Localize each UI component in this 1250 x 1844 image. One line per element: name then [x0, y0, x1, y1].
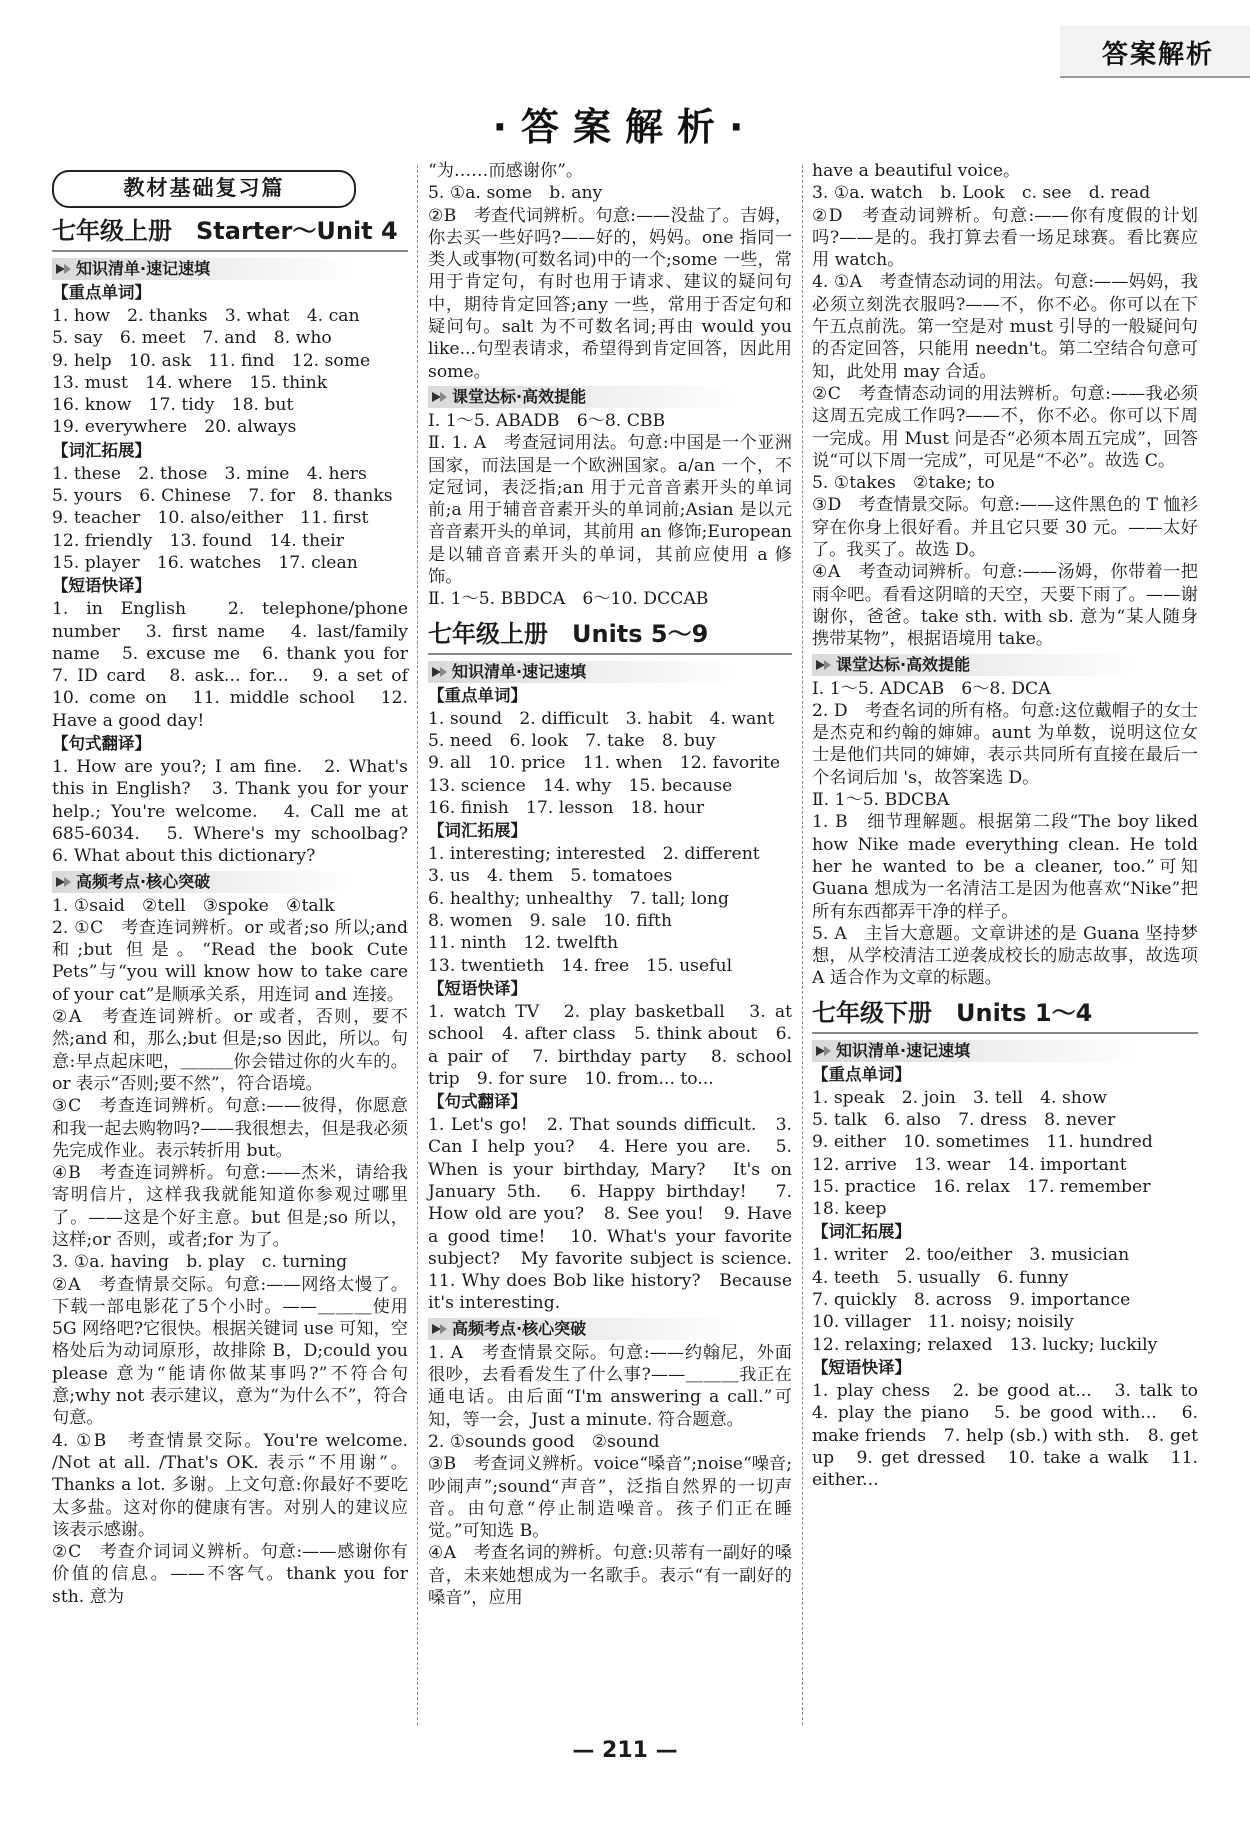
answer-line: 16. know 17. tidy 18. but — [52, 395, 294, 416]
answer-line: 13. science 14. why 15. because — [428, 775, 733, 796]
answer-line: 1. writer 2. too/either 3. musician — [812, 1245, 1130, 1266]
category-label: 【句式翻译】 — [52, 734, 151, 754]
answer-line: 5. ①a. some b. any — [428, 183, 603, 204]
answer-line: 1. How are you?; I am fine. 2. What's this in English? 3. Thank you for your help.; You're welcome. 4. Call me at 685-6034. 5. Where's my schoolbag? 6. What about this dictionary? — [52, 757, 426, 867]
answer-line: 9. help 10. ask 11. find 12. some — [52, 350, 371, 371]
category-label: 【短语快译】 — [52, 576, 151, 596]
category-label: 【短语快译】 — [428, 978, 527, 998]
header-tab — [1060, 26, 1250, 78]
answer-line: ②C 考查介词词义辨析。句意:——感谢你有价值的信息。——不客气。thank you for sth. 意为 — [52, 1542, 408, 1607]
unit-heading: 七年级下册 Units 1～4 — [812, 998, 1198, 1034]
category-label: 【词汇拓展】 — [428, 821, 527, 841]
category-label: 【短语快译】 — [812, 1357, 911, 1377]
answer-line: 3. us 4. them 5. tomatoes — [428, 866, 673, 887]
answer-line: 2. D 考查名词的所有格。句意:这位戴帽子的女士是杰克和约翰的婶婶。aunt 为单数，说明这位女士是他们共同的婶婶，表示共同所有直接在最后一个名词后加 's，故答案选 D。 — [812, 700, 1198, 788]
answer-line: 4. teeth 5. usually 6. funny — [812, 1267, 1069, 1288]
answer-line: 4. ①B 考查情景交际。You're welcome. /Not at all. /That's OK. 表示“不用谢”。Thanks a lot. 多谢。上文句意:你最好不要吃太多盐。这对你的健康有害。对别人的建议应该表示感谢。 — [52, 1430, 408, 1540]
answer-line: Ⅱ. 1～5. BBDCA 6～10. DCCAB — [428, 589, 709, 610]
header-tab-label: 答案解析 — [1101, 40, 1214, 70]
answer-line: 13. must 14. where 15. think — [52, 372, 328, 393]
subsection-heading: 课堂达标·高效提能 — [812, 654, 1198, 676]
answer-line: Ⅱ. 1～5. BDCBA — [812, 790, 950, 811]
answer-line: 6. healthy; unhealthy 7. tall; long — [428, 888, 729, 909]
category-label: 【重点单词】 — [52, 283, 151, 302]
answer-line: ②D 考查动词辨析。句意:——你有度假的计划吗?——是的。我打算去看一场足球赛。看比赛应用 watch。 — [812, 205, 1198, 271]
answer-line: 7. quickly 8. across 9. importance — [812, 1290, 1131, 1311]
column-divider — [417, 165, 418, 1725]
answer-line: 18. keep — [812, 1199, 887, 1220]
category-label: 【词汇拓展】 — [812, 1222, 911, 1242]
answer-line: 12. friendly 13. found 14. their — [52, 530, 345, 551]
answer-line: 1. play chess 2. be good at... 3. talk to 4. play the piano 5. be good with... 6. make friends 7. help (sb.) with sth. 8. get up 9. get dressed 10. take a walk 11. either... — [812, 1380, 1216, 1491]
answer-line: Ⅰ. 1～5. ADCAB 6～8. DCA — [812, 678, 1051, 699]
answer-line: ②B 考查代词辨析。句意:——没盐了。吉姆，你去买一些好吗?——好的，妈妈。one 指同一类人或事物(可数名词)中的一个;some 一些，常用于肯定句，有时也用于请求、建议的疑问句中，期待肯定回答;any 一些，常用于否定句和疑问句。salt 为不可数名词;再由 would you like...句型表请求，希望得到肯定回答，因此用 some。 — [428, 205, 792, 382]
answer-line: have a beautiful voice。 — [812, 161, 1021, 181]
answer-line: 19. everywhere 20. always — [52, 417, 297, 438]
answer-line: ④A 考查动词辨析。句意:——汤姆，你带着一把雨伞吧。看看这阴暗的天空，天要下雨了。——谢谢你，爸爸。take sth. with sb. 意为“某人随身携带某物”，根据语境用 take。 — [812, 562, 1198, 650]
subsection-heading: 知识清单·速记速填 — [812, 1040, 1198, 1062]
answer-line: ④A 考查名词的辨析。句意:贝蒂有一副好的嗓音，未来她想成为一名歌手。表示“有一副好的嗓音”，应用 — [428, 1543, 792, 1609]
answer-line: 8. women 9. sale 10. fifth — [428, 911, 673, 932]
answer-line: 1. interesting; interested 2. different — [428, 844, 760, 865]
answer-line: 12. arrive 13. wear 14. important — [812, 1154, 1127, 1175]
answer-line: 10. villager 11. noisy; noisily — [812, 1312, 1074, 1333]
answer-line: 3. ①a. having b. play c. turning — [52, 1252, 348, 1273]
unit-heading: 七年级上册 Starter～Unit 4 — [52, 216, 408, 252]
answer-line: 5. yours 6. Chinese 7. for 8. thanks — [52, 486, 393, 507]
answer-line: Ⅱ. 1. A 考查冠词用法。句意:中国是一个亚洲国家，而法国是一个欧洲国家。a/an 一个，不定冠词，表泛指;an 用于元音音素开头的单词前;a 用于辅音音素开头的单词前;Asian 是以元音音素开头的单词，其前用 an 修饰;European 是以辅音音素开头的单词，其前应使用 a 修饰。 — [428, 433, 792, 588]
subsection-heading: 高频考点·核心突破 — [52, 871, 408, 893]
answer-line: 3. ①a. watch b. Look c. see d. read — [812, 183, 1151, 204]
answer-line: 1. in English 2. telephone/phone number 3. first name 4. last/family name 5. excuse me 6. thank you for 7. ID card 8. ask... for... 9. a set of 10. come on 11. middle school 12. Have a good day! — [52, 599, 426, 731]
answer-line: 4. ①A 考查情态动词的用法。句意:——妈妈，我必须立刻洗衣服吗?——不，你不必。你可以在下午五点前洗。第一空是对 must 引导的一般疑问句的否定回答，只能用 needn't。第二空结合句意可知，此处用 may 合适。 — [812, 272, 1198, 382]
category-label: 【重点单词】 — [428, 685, 527, 705]
page-title: ·答案解析· — [492, 105, 758, 149]
answer-line: ②C 考查情态动词的用法辨析。句意:——我必须这周五完成工作吗?——不，你不必。你可以下周一完成。用 Must 问是否“必须本周五完成”，回答说“可以下周一完成”，可见是“不必”。故选 C。 — [812, 383, 1198, 471]
answer-line: 5. need 6. look 7. take 8. buy — [428, 730, 716, 751]
answer-line: 1. these 2. those 3. mine 4. hers — [52, 463, 367, 484]
answer-line: 11. ninth 12. twelfth — [428, 933, 619, 954]
subsection-heading: 高频考点·核心突破 — [428, 1318, 792, 1340]
answer-line: 2. ①C 考查连词辨析。or 或者;so 所以;and 和;but 但是。“Read the book Cute Pets”与“you will know how to take care of your cat”是顺承关系，用连词 and 连接。 — [52, 917, 408, 1005]
answer-line: 5. A 主旨大意题。文章讲述的是 Guana 坚持梦想，从学校清洁工逆袭成校长的励志故事，故选项 A 适合作为文章的标题。 — [812, 923, 1198, 989]
subsection-heading: 课堂达标·高效提能 — [428, 386, 792, 408]
answer-line: 5. talk 6. also 7. dress 8. never — [812, 1109, 1116, 1130]
answer-line: 1. Let's go! 2. That sounds difficult. 3. Can I help you? 4. Here you are. 5. When is your birthday, Mary? It's on January 5th. 6. Happy birthday! 7. How old are you? 8. See you! 9. Have a good time! 10. What's your favorite subject? My favorite subject is science. 11. Why does Bob like history? Because it's interesting. — [428, 1115, 810, 1314]
answer-line: ③C 考查连词辨析。句意:——彼得，你愿意和我一起去购物吗?——我很想去，但是我必须先完成作业。表示转折用 but。 — [52, 1096, 408, 1161]
column-divider — [802, 165, 803, 1725]
column-middle — [428, 160, 810, 1609]
answer-line: ③D 考查情景交际。句意:——这件黑色的 T 恤衫穿在你身上很好看。并且它只要 30 元。——太好了。我买了。故选 D。 — [812, 495, 1198, 561]
answer-line: 1. speak 2. join 3. tell 4. show — [812, 1087, 1107, 1108]
page-number: — 211 — — [572, 1738, 678, 1763]
subsection-heading: 知识清单·速记速填 — [428, 661, 792, 683]
column-right — [812, 160, 1216, 1491]
answer-line: 1. B 细节理解题。根据第二段“The boy liked how Nike made everything clean. He told her he wanted to be a cleaner, too.”可知 Guana 想成为一名清洁工是因为他喜欢“Nike”把所有东西都弄干净的样子。 — [812, 812, 1198, 922]
answer-line: ②A 考查情景交际。句意:——网络太慢了。下载一部电影花了5个小时。——＿＿＿使用 5G 网络吧?它很快。根据关键词 use 可知，空格处后为动词原形，故排除 B，D;could you please 意为“能请你做某事吗?”不符合句意;why not 表示建议，意为“为什么不”，符合句意。 — [52, 1274, 408, 1429]
answer-line: 1. A 考查情景交际。句意:——约翰尼，外面很吵，去看看发生了什么事?——＿＿＿我正在通电话。由后面“I'm answering a call.”可知，等一会，Just a minute. 符合题意。 — [428, 1342, 792, 1430]
answer-line: 1. watch TV 2. play basketball 3. at school 4. after class 5. think about 6. a pair of 7. birthday party 8. school trip 9. for sure 10. from... to... — [428, 1001, 792, 1089]
category-label: 【句式翻译】 — [428, 1092, 527, 1112]
answer-line: 16. finish 17. lesson 18. hour — [428, 797, 705, 818]
category-label: 【重点单词】 — [812, 1064, 911, 1084]
answer-line: 1. how 2. thanks 3. what 4. can — [52, 306, 360, 326]
answer-line: ③B 考查词义辨析。voice“嗓音”;noise“噪音;吵闹声”;sound“声音”，泛指自然界的一切声音。由句意“停止制造噪音。孩子们正在睡觉。”可知选 B。 — [428, 1454, 792, 1542]
answer-line: “为……而感谢你”。 — [428, 161, 584, 181]
column-left — [52, 160, 426, 1608]
answer-line: Ⅰ. 1～5. ABADB 6～8. CBB — [428, 410, 666, 431]
subsection-heading: 知识清单·速记速填 — [52, 258, 408, 280]
answer-line: 15. player 16. watches 17. clean — [52, 552, 358, 573]
answer-line: 9. teacher 10. also/either 11. first — [52, 508, 369, 529]
unit-heading: 七年级上册 Units 5～9 — [428, 619, 792, 655]
category-label: 【词汇拓展】 — [52, 440, 151, 460]
answer-line: 12. relaxing; relaxed 13. lucky; luckily — [812, 1334, 1158, 1355]
answer-line: ④B 考查连词辨析。句意:——杰米，请给我寄明信片，这样我我就能知道你参观过哪里了。——这是个好主意。but 但是;so 所以，这样;or 否则，或者;for 为了。 — [52, 1163, 408, 1250]
answer-line: 5. say 6. meet 7. and 8. who — [52, 328, 332, 349]
answer-line: 1. ①said ②tell ③spoke ④talk — [52, 895, 335, 916]
answer-line: ②A 考查连词辨析。or 或者，否则，要不然;and 和，那么;but 但是;so 因此，所以。句意:早点起床吧，＿＿＿你会错过你的火车的。or 表示“否则;要不然”，符合语境。 — [52, 1007, 408, 1094]
section-banner: 教材基础复习篇 — [52, 170, 356, 208]
answer-line: 15. practice 16. relax 17. remember — [812, 1176, 1151, 1197]
answer-line: 5. ①takes ②take; to — [812, 473, 995, 494]
answer-line: 9. either 10. sometimes 11. hundred — [812, 1132, 1153, 1153]
answer-line: 13. twentieth 14. free 15. useful — [428, 955, 733, 976]
answer-line: 1. sound 2. difficult 3. habit 4. want — [428, 708, 775, 729]
answer-line: 9. all 10. price 11. when 12. favorite — [428, 753, 781, 774]
answer-line: 2. ①sounds good ②sound — [428, 1431, 660, 1452]
